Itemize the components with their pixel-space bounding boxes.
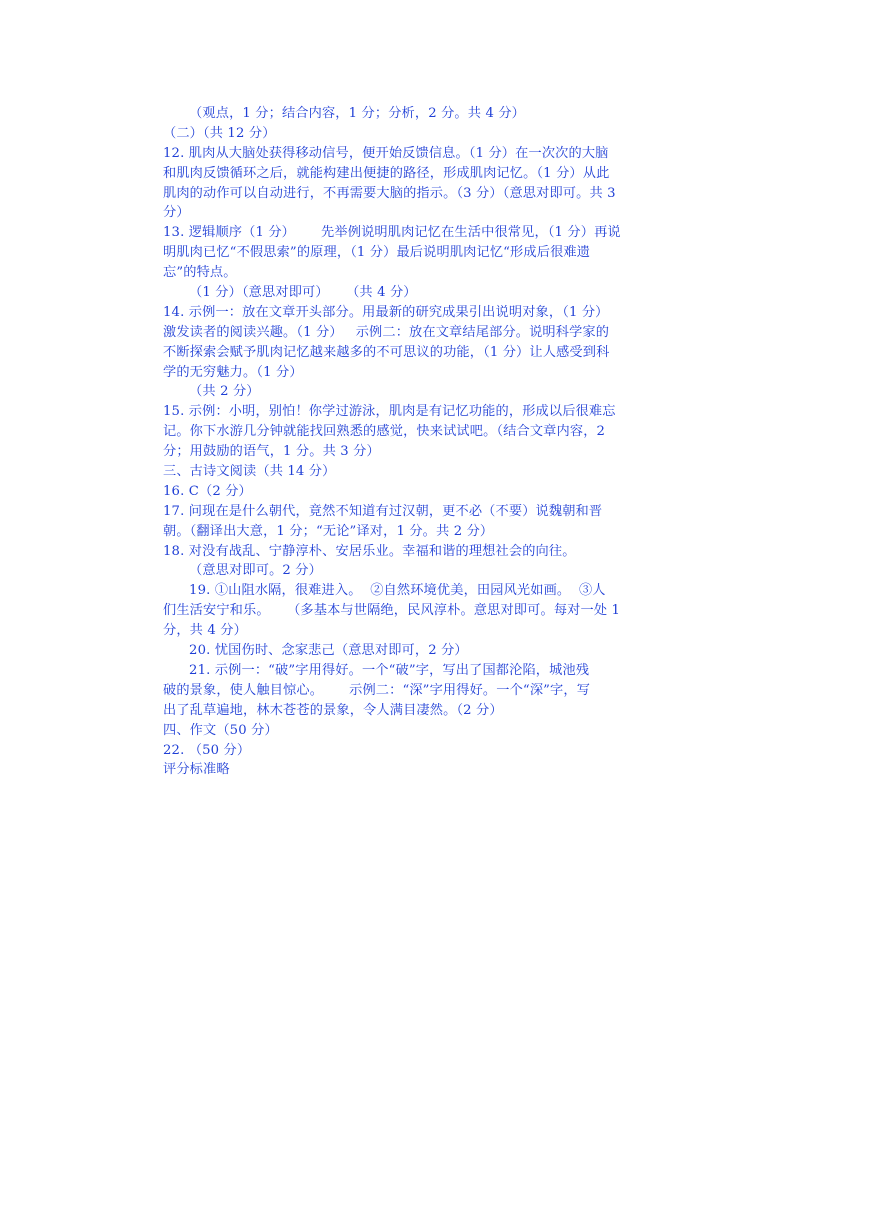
text-line: 分） [163, 205, 190, 221]
text-line: 15. 示例：小明，别怕！你学过游泳，肌肉是有记忆功能的，形成以后很难忘 [163, 404, 616, 420]
text-line: 肌肉的动作可以自动进行，不再需要大脑的指示。（3 分）（意思对即可。共 3 [163, 185, 616, 201]
text-line: 不断探索会赋予肌肉记忆越来越多的不可思议的功能，（1 分）让人感受到科 [163, 344, 610, 360]
text-line: 19. ①山阻水隔，很难进入。 ②自然环境优美，田园风光如画。 ③人 [163, 583, 606, 599]
text-line: 朝。（翻译出大意，1 分；“无论”译对，1 分。共 2 分） [163, 523, 494, 539]
section-heading: 四、作文（50 分） [163, 722, 278, 738]
text-line: 18. 对没有战乱、宁静淳朴、安居乐业。幸福和谐的理想社会的向往。 [163, 543, 576, 559]
text-line: 激发读者的阅读兴趣。（1 分） 示例二：放在文章结尾部分。说明科学家的 [163, 324, 610, 340]
text-line: 13. 逻辑顺序（1 分） 先举例说明肌肉记忆在生活中很常见，（1 分）再说 [163, 225, 621, 241]
text-line: （意思对即可。2 分） [163, 563, 322, 579]
text-line: （观点，1 分；结合内容，1 分；分析，2 分。共 4 分） [163, 106, 526, 121]
section-heading: 三、古诗文阅读（共 14 分） [163, 464, 336, 480]
text-line: 20. 忧国伤时、念家悲己（意思对即可，2 分） [163, 643, 468, 659]
text-line: 学的无穷魅力。（1 分） [163, 364, 303, 380]
text-line: 出了乱草遍地，林木苍苍的景象，令人满目凄然。（2 分） [163, 702, 503, 718]
text-line: 分，共 4 分） [163, 623, 247, 639]
text-line: 忘”的特点。 [163, 265, 237, 281]
text-line: 分；用鼓励的语气，1 分。共 3 分） [163, 444, 380, 460]
text-line: 12. 肌肉从大脑处获得移动信号，便开始反馈信息。（1 分）在一次次的大脑 [163, 145, 609, 161]
section-heading: （二）（共 12 分） [163, 125, 276, 141]
answer-key-text [163, 104, 695, 780]
text-line: 评分标准略 [163, 762, 230, 778]
text-line: 明肌肉已忆“不假思索”的原理，（1 分）最后说明肌肉记忆“形成后很难遗 [163, 245, 591, 261]
text-line: 16. C（2 分） [163, 483, 252, 499]
text-line: （共 2 分） [163, 384, 260, 400]
text-line: 21. 示例一：“破”字用得好。一个“破”字，写出了国都沦陷，城池残 [163, 662, 590, 678]
text-line: 和肌肉反馈循环之后，就能构建出便捷的路径，形成肌肉记忆。（1 分）从此 [163, 165, 610, 181]
text-line: 记。你下水游几分钟就能找回熟悉的感觉，快来试试吧。（结合文章内容，2 [163, 424, 606, 440]
text-line: 14. 示例一：放在文章开头部分。用最新的研究成果引出说明对象，（1 分） [163, 304, 609, 320]
text-line: 们生活安宁和乐。 （多基本与世隔绝，民风淳朴。意思对即可。每对一处 1 [163, 603, 621, 619]
text-line: 破的景象，使人触目惊心。 示例二：“深”字用得好。一个“深”字，写 [163, 682, 591, 698]
text-line: 17. 问现在是什么朝代，竟然不知道有过汉朝，更不必（不要）说魏朝和晋 [163, 503, 603, 519]
text-line: （1 分）（意思对即可） （共 4 分） [163, 285, 417, 301]
text-line: 22. （50 分） [163, 742, 251, 758]
